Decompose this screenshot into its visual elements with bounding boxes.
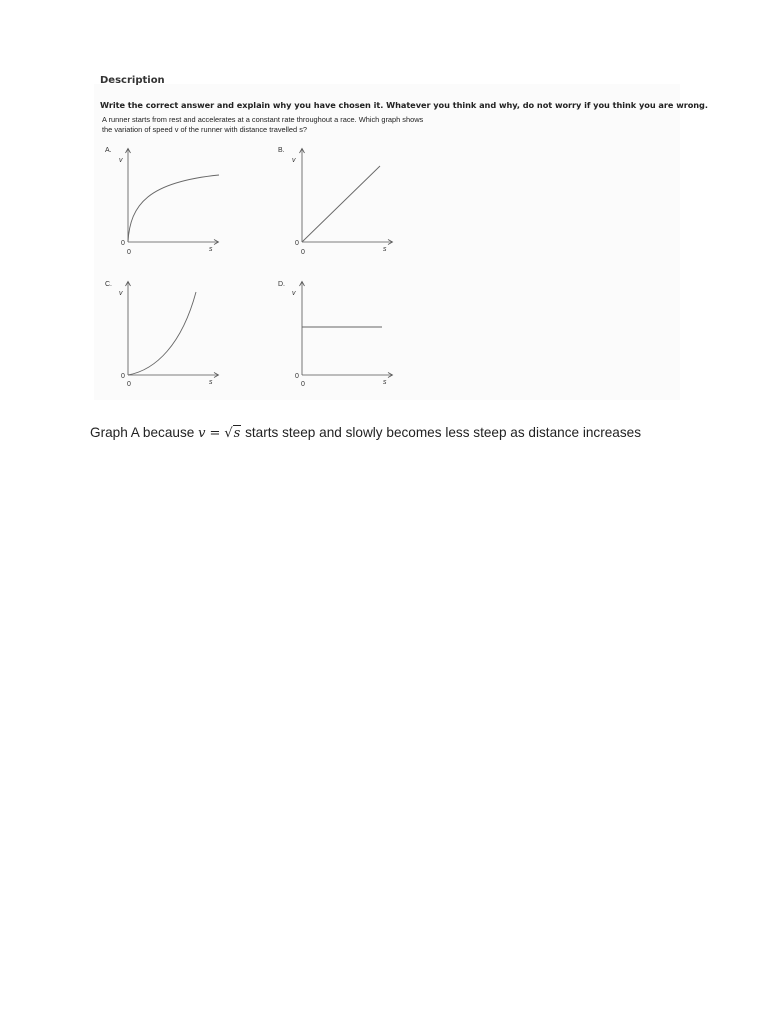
graph-b-origin-y: 0 [295,240,299,247]
graph-c-y-label: v [119,290,123,297]
graph-b-origin-x: 0 [301,249,305,256]
graph-d-x-label: s [383,379,387,386]
graph-a-label: A. [105,147,112,154]
question-image [94,75,708,400]
graph-a-y-label: v [119,157,123,164]
graph-a-origin-y: 0 [121,240,125,247]
graph-c [105,281,219,388]
graph-c-curve [128,292,196,375]
question-line-1: A runner starts from rest and accelerates at a constant rate throughout a race. Which graph shows [102,115,424,124]
graph-d-y-label: v [292,290,296,297]
answer-radical: √ [224,426,233,441]
graph-c-origin-x: 0 [127,381,131,388]
answer-prefix: Graph A because [90,425,195,440]
graph-b-label: B. [278,147,285,154]
graph-b-x-label: s [383,246,387,253]
graph-c-origin-y: 0 [121,373,125,380]
graph-a-origin-x: 0 [127,249,131,256]
graph-a-curve [128,175,219,242]
graph-d-label: D. [278,281,285,288]
instruction-text: Write the correct answer and explain why you have chosen it. Whatever you think and why, do not worry if you think you are wrong. [100,100,708,110]
graph-a [105,147,219,256]
graph-b-y-label: v [292,157,296,164]
graph-c-x-label: s [209,379,213,386]
cut-heading: Description [100,75,165,86]
graph-a-x-label: s [209,246,213,253]
answer-variable: v [198,426,206,441]
graph-c-label: C. [105,281,112,288]
answer-equals: = [209,426,221,441]
graph-b-line [302,166,380,242]
answer-text [90,425,641,441]
graph-b [278,147,393,256]
question-line-2: the variation of speed v of the runner with distance travelled s? [102,125,308,134]
answer-radicand: s [233,426,241,441]
graph-d-origin-y: 0 [295,373,299,380]
graphs [94,84,680,400]
graph-d-origin-x: 0 [301,381,305,388]
answer-suffix: starts steep and slowly becomes less steep as distance increases [245,425,642,440]
graph-d [278,281,393,388]
